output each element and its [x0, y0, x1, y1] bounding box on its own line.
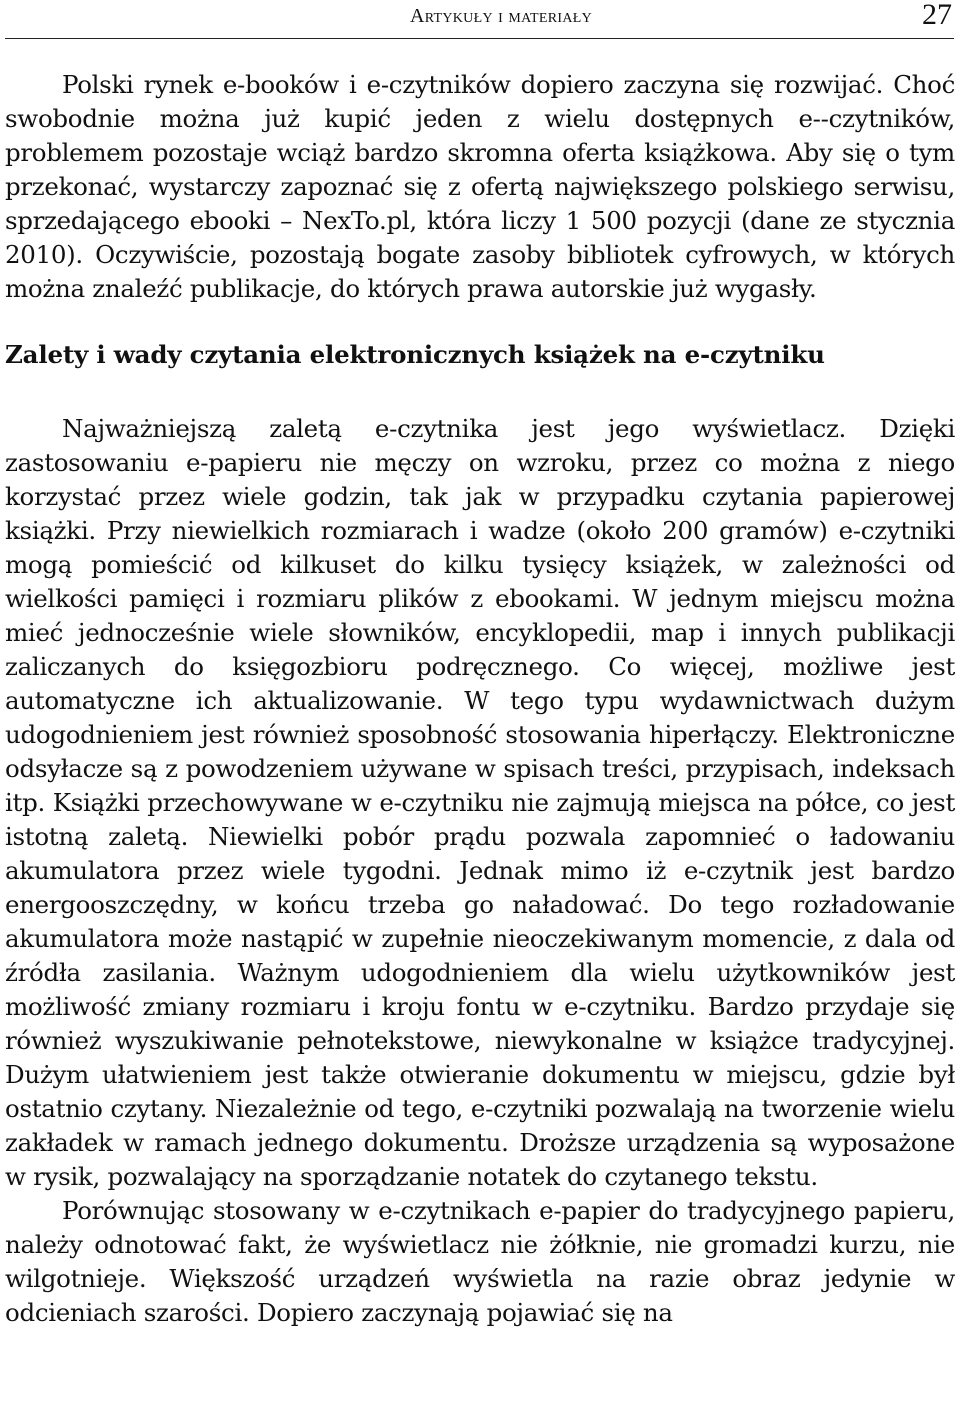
running-header	[5, 0, 954, 39]
page-number: 27	[922, 0, 952, 31]
article-body	[5, 68, 955, 1330]
section-heading: Zalety i wady czytania elektronicznych książek na e-czytniku	[5, 340, 825, 369]
paragraph-advantages: Najważniejszą zaletą e-czytnika jest jego wyświetlacz. Dzięki zastosowaniu e-papieru nie męczy on wzroku, przez co można z niego korzystać przez wiele godzin, tak jak w przypadku czytania papierowej książki. Przy niewielkich rozmiarach i wadze (około 200 gramów) e-czytniki mogą pomieścić od kilkuset do kilku tysięcy książek, w zależności od wielkości pamięci i rozmiaru plików z ebookami. W jednym miejscu można mieć jednocześnie wiele słowników, encyklopedii, map i innych publikacji zaliczanych do księgozbioru podręcznego. Co więcej, możliwe jest automatyczne ich aktualizowanie. W tego typu wydawnictwach dużym udogodnieniem jest również sposobność stosowania hiperłączy. Elektroniczne odsyłacze są z powodzeniem używane w spisach treści, przypisach, indeksach itp. Książki przechowywane w e-czytniku nie zajmują miejsca na półce, co jest istotną zaletą. Niewielki pobór prądu pozwala zapomnieć o ładowaniu akumulatora przez wiele tygodni. Jednak mimo iż e-czytnik jest bardzo energooszczędny, w końcu trzeba go naładować. Do tego rozładowanie akumulatora może nastąpić w zupełnie nieoczekiwanym momencie, z dala od źródła zasilania. Ważnym udogodnieniem dla wielu użytkowników jest możliwość zmiany rozmiaru i kroju fontu w e-czytniku. Bardzo przydaje się również wyszukiwanie pełnotekstowe, niewykonalne w książce tradycyjnej. Dużym ułatwieniem jest także otwieranie dokumentu w miejscu, gdzie był ostatnio czytany. Niezależnie od tego, e-czytniki pozwalają na tworzenie wielu zakładek w ramach jednego dokumentu. Droższe urządzenia są wyposażone w rysik, pozwalający na sporządzanie notatek do czytanego tekstu.	[5, 414, 955, 1191]
paragraph-intro: Polski rynek e-booków i e-czytników dopiero zaczyna się rozwijać. Choć swobodnie można już kupić jeden z wielu dostępnych e--czytników, problemem pozostaje wciąż bardzo skromna oferta książkowa. Aby się o tym przekonać, wystarczy zapoznać się z ofertą największego polskiego serwisu, sprzedającego ebooki – NexTo.pl, która liczy 1 500 pozycji (dane ze stycznia 2010). Oczywiście, pozostają bogate zasoby bibliotek cyfrowych, w których można znaleźć publikacje, do których prawa autorskie już wygasły.	[5, 70, 955, 303]
paragraph-comparison: Porównując stosowany w e-czytnikach e-papier do tradycyjnego papieru, należy odnotować fakt, że wyświetlacz nie żółknie, nie gromadzi kurzu, nie wilgotnieje. Większość urządzeń wyświetla na razie obraz jedynie w odcieniach szarości. Dopiero zaczynają pojawiać się na	[5, 1196, 955, 1327]
section-name: Artykuły i materiały	[409, 5, 592, 27]
